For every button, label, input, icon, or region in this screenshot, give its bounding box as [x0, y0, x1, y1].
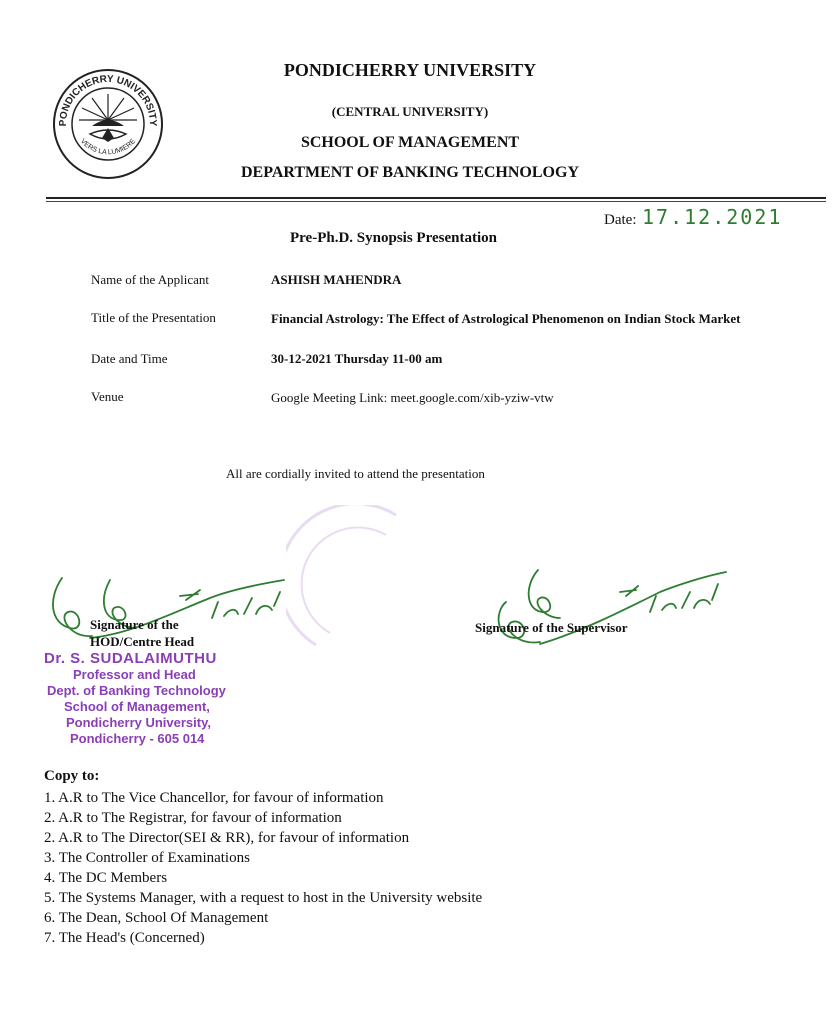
- list-item: 2. A.R to The Director(SEI & RR), for favour of information: [44, 830, 410, 846]
- school-name: SCHOOL OF MANAGEMENT: [300, 134, 520, 151]
- list-item: 6. The Dean, School Of Management: [44, 910, 269, 926]
- presentation-title: Pre-Ph.D. Synopsis Presentation: [290, 230, 497, 246]
- applicant-value: ASHISH MAHENDRA: [271, 272, 402, 287]
- stamp-address: Pondicherry - 605 014: [70, 731, 205, 746]
- stamp-designation: Professor and Head: [73, 667, 196, 682]
- applicant-label: Name of the Applicant: [91, 272, 210, 287]
- list-item: 5. The Systems Manager, with a request to host in the University website: [44, 890, 483, 906]
- central-university-label: (CENTRAL UNIVERSITY): [331, 104, 489, 119]
- venue-value: Google Meeting Link: meet.google.com/xib-yziw-vtw: [271, 390, 554, 405]
- list-item: 3. The Controller of Examinations: [44, 850, 250, 866]
- department-name: DEPARTMENT OF BANKING TECHNOLOGY: [241, 164, 579, 181]
- presentation-title-label: Title of the Presentation: [91, 310, 216, 325]
- venue-label: Venue: [91, 389, 124, 404]
- university-seal-logo: [52, 68, 164, 180]
- list-item: 2. A.R to The Registrar, for favour of information: [44, 810, 342, 826]
- university-name: PONDICHERRY UNIVERSITY: [283, 60, 537, 80]
- invitation-text: All are cordially invited to attend the presentation: [226, 466, 485, 481]
- presentation-title-value: Financial Astrology: The Effect of Astrological Phenomenon on Indian Stock Market: [271, 311, 741, 326]
- header-divider: [46, 197, 826, 199]
- stamp-university: Pondicherry University,: [66, 715, 211, 730]
- copy-to-heading: Copy to:: [44, 768, 100, 784]
- list-item: 1. A.R to The Vice Chancellor, for favour of information: [44, 790, 384, 806]
- hod-signature-line1: Signature of the: [90, 617, 179, 632]
- logo-ring-text: PONDICHERRY UNIVERSITY: [57, 73, 159, 127]
- hod-signature-line2: HOD/Centre Head: [90, 634, 195, 649]
- supervisor-signature-caption: Signature of the Supervisor: [475, 620, 628, 635]
- stamp-department: Dept. of Banking Technology: [47, 683, 226, 698]
- handwritten-date: 17.12.2021: [642, 205, 783, 229]
- date-label: Date:: [604, 212, 637, 228]
- watermark-seal: [286, 505, 406, 655]
- hod-signature-caption: [90, 616, 194, 650]
- stamp-name: Dr. S. SUDALAIMUTHU: [44, 650, 217, 667]
- date-time-value: 30-12-2021 Thursday 11-00 am: [271, 351, 443, 366]
- header-divider-thin: [46, 201, 826, 202]
- list-item: 4. The DC Members: [44, 870, 168, 886]
- logo-motto: VERS LA LUMIERE: [78, 137, 138, 157]
- stamp-school: School of Management,: [64, 699, 210, 714]
- date-time-label: Date and Time: [91, 351, 168, 366]
- supervisor-signature-icon: [480, 562, 730, 652]
- copy-to-list: [44, 788, 482, 948]
- list-item: 7. The Head's (Concerned): [44, 930, 205, 946]
